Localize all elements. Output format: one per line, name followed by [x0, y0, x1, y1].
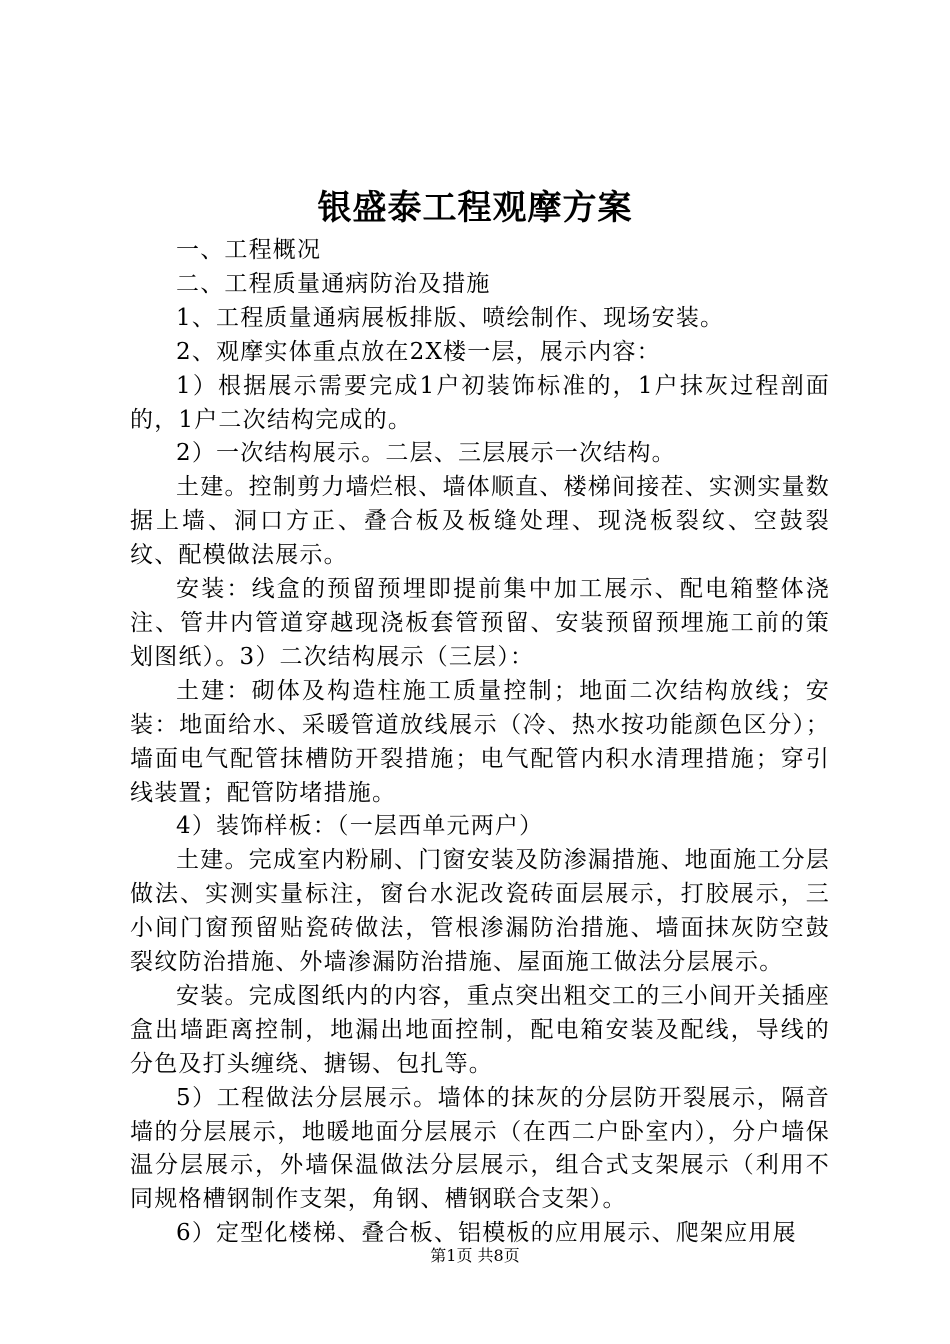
paragraph: 土建。控制剪力墙烂根、墙体顺直、楼梯间接茬、实测实量数据上墙、洞口方正、叠合板及板缝处理、现浇板裂纹、空鼓裂纹、配模做法展示。 [130, 474, 830, 569]
paragraph: 6）定型化楼梯、叠合板、铝模板的应用展示、爬架应用展 [176, 1220, 797, 1247]
paragraph: 1、工程质量通病展板排版、喷绘制作、现场安装。 [176, 304, 725, 331]
paragraph: 1）根据展示需要完成1户初装饰标准的，1户抹灰过程剖面的，1户二次结构完成的。 [130, 372, 830, 433]
paragraph: 安装：线盒的预留预埋即提前集中加工展示、配电箱整体浇注、管井内管道穿越现浇板套管预留、安装预留预埋施工前的策划图纸）。3）二次结构展示（三层）： [130, 576, 830, 670]
paragraph: 4）装饰样板：（一层西单元两户） [176, 813, 544, 840]
paragraph: 土建：砌体及构造柱施工质量控制；地面二次结构放线；安装：地面给水、采暖管道放线展示（冷、热水按功能颜色区分）；墙面电气配管抹槽防开裂措施；电气配管内积水清理措施；穿引线装置；配管防堵措施。 [130, 677, 830, 806]
paragraph: 5）工程做法分层展示。墙体的抹灰的分层防开裂展示，隔音墙的分层展示，地暖地面分层展示（在西二户卧室内），分户墙保温分层展示，外墙保温做法分层展示，组合式支架展示（利用不同规格槽钢制作支架，角钢、槽钢联合支架）。 [130, 1084, 830, 1213]
page-footer: 第1页 共8页 [430, 1246, 520, 1265]
paragraph: 二、工程质量通病防治及措施 [176, 270, 491, 297]
paragraph: 安装。完成图纸内的内容，重点突出粗交工的三小间开关插座盒出墙距离控制，地漏出地面控制，配电箱安装及配线，导线的分色及打头缠绕、搪锡、包扎等。 [130, 982, 830, 1077]
paragraph: 2、观摩实体重点放在2X楼一层，展示内容： [176, 338, 661, 365]
paragraph: 一、工程概况 [176, 237, 322, 263]
paragraph: 土建。完成室内粉刷、门窗安装及防渗漏措施、地面施工分层做法、实测实量标注，窗台水泥改瓷砖面层展示，打胶展示，三小间门窗预留贴瓷砖做法，管根渗漏防治措施、墙面抹灰防空鼓裂纹防治措施、外墙渗漏防治措施、屋面施工做法分层展示。 [130, 847, 830, 976]
document-title: 银盛泰工程观摩方案 [317, 188, 633, 228]
document-body [130, 234, 830, 1251]
paragraph: 2）一次结构展示。二层、三层展示一次结构。 [176, 440, 676, 467]
